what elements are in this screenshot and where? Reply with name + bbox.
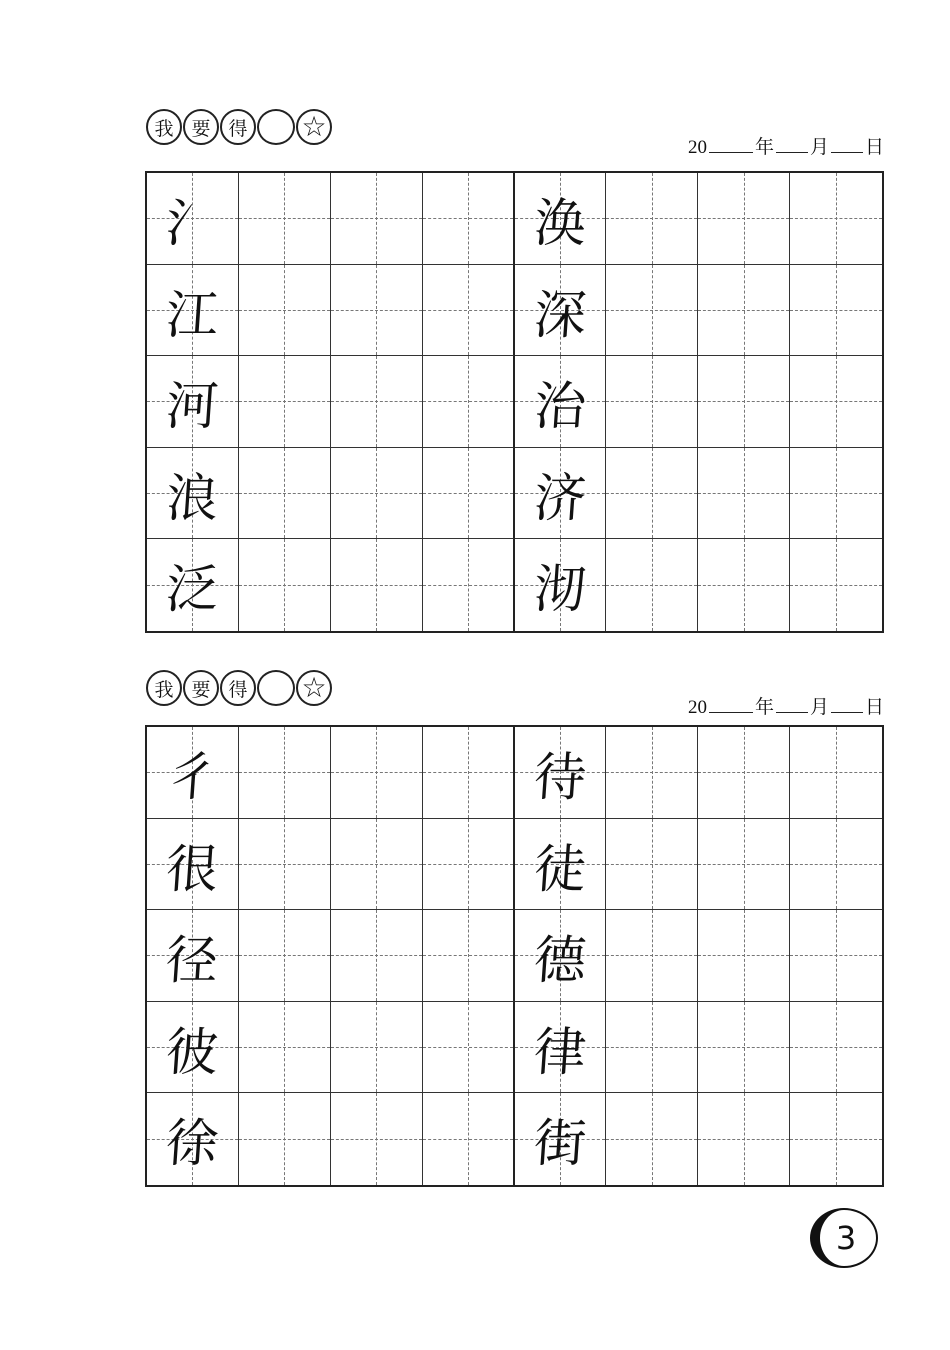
year-blank[interactable] [709, 136, 753, 153]
grid-cell[interactable] [331, 910, 423, 1002]
grid-cell[interactable] [698, 727, 790, 819]
grid-cell[interactable] [331, 356, 423, 448]
grid-cell[interactable] [331, 265, 423, 357]
grid-cell[interactable] [423, 819, 515, 911]
grid-cell[interactable] [331, 727, 423, 819]
grid-cell[interactable] [147, 1093, 239, 1185]
model-char-left: 彼 [163, 1022, 221, 1083]
grid-cell[interactable] [423, 448, 515, 540]
grid-cell[interactable] [790, 727, 882, 819]
badge-yao: 要 [183, 109, 219, 145]
grid-cell[interactable] [606, 356, 698, 448]
grid-cell[interactable] [239, 727, 331, 819]
model-char-left: 氵 [163, 193, 221, 254]
grid-cell[interactable] [606, 910, 698, 1002]
grid-cell[interactable] [239, 910, 331, 1002]
grid-cell[interactable] [147, 910, 239, 1002]
grid-cell[interactable] [423, 1093, 515, 1185]
date-day: 日 [864, 697, 884, 718]
model-char-right: 沏 [531, 560, 588, 621]
grid-cell[interactable] [331, 173, 423, 265]
badge-de: 得 [220, 670, 256, 706]
date-year: 年 [754, 697, 774, 718]
grid-cell[interactable] [698, 448, 790, 540]
grid-cell[interactable] [515, 910, 607, 1002]
grid-cell[interactable] [147, 448, 239, 540]
practice-grid-2 [145, 725, 884, 1187]
grid-cell[interactable] [239, 265, 331, 357]
star-icon: ☆ [296, 670, 332, 706]
badge-de: 得 [220, 109, 256, 145]
grid-cell[interactable] [423, 727, 515, 819]
grid-cell[interactable] [606, 727, 698, 819]
grid-cell[interactable] [147, 819, 239, 911]
grid-cell[interactable] [698, 910, 790, 1002]
grid-cell[interactable] [515, 727, 607, 819]
model-char-left: 浪 [163, 468, 221, 529]
grid-cell[interactable] [147, 265, 239, 357]
model-char-left: 很 [163, 839, 221, 900]
grid-cell[interactable] [423, 1002, 515, 1094]
grid-cell[interactable] [423, 356, 515, 448]
model-char-left: 徐 [163, 1114, 221, 1175]
grid-cell[interactable] [331, 448, 423, 540]
grid-cell[interactable] [239, 1093, 331, 1185]
practice-grid-1 [145, 171, 884, 633]
model-char-right: 德 [531, 930, 588, 991]
date-line [688, 692, 884, 719]
grid-cell[interactable] [698, 265, 790, 357]
grid-cell[interactable] [790, 1093, 882, 1185]
model-char-right: 深 [531, 285, 588, 346]
grid-cell[interactable] [790, 910, 882, 1002]
grid-cell[interactable] [606, 819, 698, 911]
grid-cell[interactable] [790, 539, 882, 631]
page-number-text: 3 [835, 1219, 857, 1257]
model-char-right: 待 [531, 747, 588, 808]
star-icon: ☆ [296, 109, 332, 145]
model-char-left: 径 [163, 930, 221, 991]
grid-cell[interactable] [515, 173, 607, 265]
grid-cell[interactable] [606, 539, 698, 631]
grid-cell[interactable] [606, 265, 698, 357]
date-month: 月 [809, 697, 829, 718]
grid-cell[interactable] [515, 448, 607, 540]
grid-cell[interactable] [790, 448, 882, 540]
grid-cell[interactable] [423, 265, 515, 357]
badge-blank[interactable] [257, 670, 295, 706]
grid-cell[interactable] [790, 1002, 882, 1094]
grid-cell[interactable] [331, 1002, 423, 1094]
grid-cell[interactable] [239, 173, 331, 265]
grid-cell[interactable] [331, 1093, 423, 1185]
grid-cell[interactable] [515, 265, 607, 357]
grid-cell[interactable] [423, 910, 515, 1002]
model-char-right: 徒 [531, 839, 588, 900]
grid-cell[interactable] [790, 356, 882, 448]
grid-cell[interactable] [698, 356, 790, 448]
badge-blank[interactable] [257, 109, 295, 145]
grid-cell[interactable] [147, 173, 239, 265]
grid-cell[interactable] [698, 1093, 790, 1185]
grid-cell[interactable] [331, 819, 423, 911]
grid-cell[interactable] [147, 539, 239, 631]
grid-cell[interactable] [147, 356, 239, 448]
badge-yao: 要 [183, 670, 219, 706]
grid-cell[interactable] [515, 356, 607, 448]
grid-cell[interactable] [698, 173, 790, 265]
grid-cell[interactable] [606, 1002, 698, 1094]
grid-cell[interactable] [698, 1002, 790, 1094]
grid-cell[interactable] [423, 539, 515, 631]
grid-cell[interactable] [606, 1093, 698, 1185]
grid-cell[interactable] [515, 1002, 607, 1094]
model-char-right: 涣 [531, 193, 588, 254]
grid-cell[interactable] [790, 173, 882, 265]
model-char-left: 江 [163, 285, 221, 346]
day-blank[interactable] [831, 136, 863, 153]
grid-cell[interactable] [515, 1093, 607, 1185]
reward-badges [146, 670, 333, 706]
grid-cell[interactable] [239, 539, 331, 631]
date-month: 月 [809, 137, 829, 158]
model-char-right: 律 [531, 1022, 588, 1083]
model-char-right: 街 [531, 1114, 588, 1175]
grid-cell[interactable] [331, 539, 423, 631]
date-year: 年 [754, 137, 774, 158]
date-prefix: 20 [687, 137, 707, 158]
page-number [810, 1208, 880, 1270]
grid-cell[interactable] [606, 448, 698, 540]
grid-cell[interactable] [239, 448, 331, 540]
grid-cell[interactable] [423, 173, 515, 265]
reward-badges [146, 109, 333, 145]
grid-cell[interactable] [515, 539, 607, 631]
grid-cell[interactable] [698, 819, 790, 911]
grid-cell[interactable] [147, 727, 239, 819]
year-blank[interactable] [709, 696, 753, 713]
grid-cell[interactable] [790, 265, 882, 357]
month-blank[interactable] [776, 696, 808, 713]
day-blank[interactable] [831, 696, 863, 713]
model-char-left: 彳 [163, 747, 221, 808]
badge-wo: 我 [146, 109, 182, 145]
grid-cell[interactable] [239, 1002, 331, 1094]
grid-cell[interactable] [790, 819, 882, 911]
grid-cell[interactable] [239, 819, 331, 911]
model-char-left: 泛 [163, 560, 221, 621]
date-prefix: 20 [687, 697, 707, 718]
model-char-right: 济 [531, 468, 588, 529]
grid-cell[interactable] [515, 819, 607, 911]
badge-wo: 我 [146, 670, 182, 706]
grid-cell[interactable] [606, 173, 698, 265]
date-day: 日 [864, 137, 884, 158]
grid-cell[interactable] [698, 539, 790, 631]
date-line [688, 132, 884, 159]
model-char-left: 河 [163, 376, 221, 437]
grid-cell[interactable] [147, 1002, 239, 1094]
grid-cell[interactable] [239, 356, 331, 448]
month-blank[interactable] [776, 136, 808, 153]
model-char-right: 治 [531, 376, 588, 437]
